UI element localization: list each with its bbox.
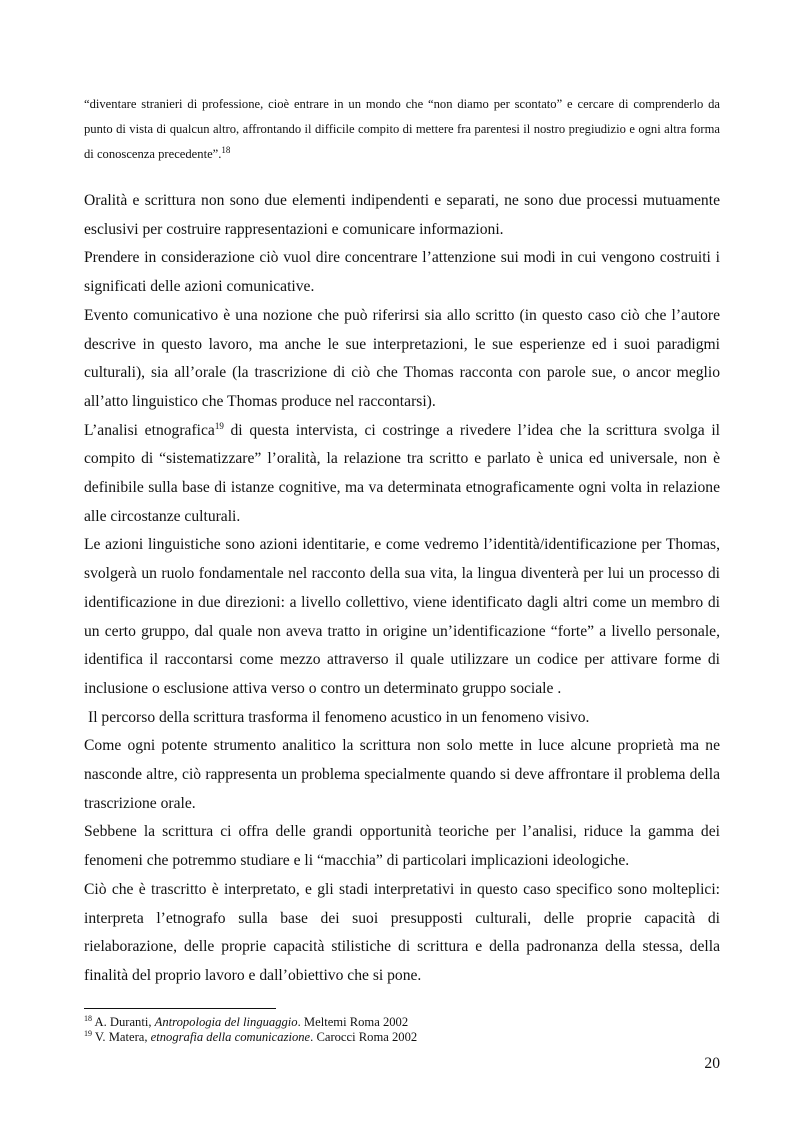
- paragraph-consideration: Prendere in considerazione ciò vuol dire concentrare l’attenzione sui modi in cui vengono costruiti i significati delle azioni comunicative.: [84, 249, 720, 296]
- footnote-19: [84, 1030, 704, 1045]
- footnote-18: [84, 1015, 704, 1030]
- page-number: 20: [704, 1055, 720, 1072]
- footnote-number: 19: [84, 1028, 92, 1038]
- paragraph-ethnographic-analysis: [84, 417, 720, 532]
- paragraph-interpretation: Ciò che è trascritto è interpretato, e gli stadi interpretativi in questo caso specifico sono molteplici: interpreta l’etnografo sulla base dei suoi presupposti culturali, delle proprie capacità di rielaborazione, delle proprie capacità stilistiche di scrittura e della padronanza della stessa, della finalità del proprio lavoro e dall’obiettivo che si pone.: [84, 880, 720, 984]
- paragraph-text-before: L’analisi etnografica: [84, 421, 215, 439]
- quote-text: “diventare stranieri di professione, cioè entrare in un mondo che “non diamo per scontato” e cercare di comprenderlo da punto di vista di qualcun altro, affrontando il difficile compito di mettere fra parentesi il nostro pregiudizio e ogni altra forma di conoscenza precedente”.: [84, 97, 720, 161]
- footnote-ref-19: 19: [214, 420, 224, 431]
- footnote-publisher: . Meltemi Roma 2002: [297, 1015, 409, 1029]
- paragraph-orality: Oralità e scrittura non sono due elementi indipendenti e separati, ne sono due processi mutuamente esclusivi per costruire rappresentazioni e comunicare informazioni.: [84, 192, 720, 238]
- footnote-ref-18: 18: [221, 144, 231, 155]
- block-quote: [84, 92, 720, 167]
- footnotes: [84, 1015, 704, 1045]
- footnote-author: A. Duranti,: [94, 1015, 155, 1029]
- footnote-number: 18: [84, 1013, 92, 1023]
- body-text: [84, 187, 720, 991]
- footnote-title: Antropologia del linguaggio: [154, 1015, 298, 1029]
- footnote-author: V. Matera,: [94, 1030, 151, 1044]
- paragraph-analytic-tool: Come ogni potente strumento analitico la scrittura non solo mette in luce alcune proprietà ma ne nasconde altre, ciò rappresenta un problema specialmente quando si deve affrontare il problema della trascrizione orale.: [84, 737, 720, 812]
- paragraph-linguistic-actions: Le azioni linguistiche sono azioni identitarie, e come vedremo l’identità/identificazione per Thomas, svolgerà un ruolo fondamentale nel racconto della sua vita, la lingua diventerà per lui un processo di identificazione in due direzioni: a livello collettivo, viene identificato dagli altri come un membro di un certo gruppo, dal quale non aveva tratto in origine un’identificazione “forte” a livello personale, identifica il raccontarsi come mezzo attraverso il quale utilizzare un codice per attivare forme di inclusione o esclusione attiva verso o contro un determinato gruppo sociale .: [84, 536, 720, 697]
- paragraph-text-after: di questa intervista, ci costringe a rivedere l’idea che la scrittura svolga il compito di “sistematizzare” l’oralità, la relazione tra scritto e parlato è unica ed universale, non è definibile sulla base di istanze cognitive, ma va determinata etnograficamente ogni volta in relazione alle circostanze culturali.: [84, 421, 720, 525]
- paragraph-opportunities: Sebbene la scrittura ci offra delle grandi opportunità teoriche per l’analisi, riduce la gamma dei fenomeni che potremmo studiare e li “macchia” di particolari implicazioni ideologiche.: [84, 823, 720, 870]
- footnote-title: etnografia della comunicazione: [150, 1030, 311, 1044]
- footnote-divider: [84, 1008, 276, 1009]
- paragraph-communicative-event: Evento comunicativo è una nozione che può riferirsi sia allo scritto (in questo caso ciò che l’autore descrive in questo lavoro, ma anche le sue interpretazioni, le sue esperienze ed i suoi paradigmi culturali), sia all’orale (la trascrizione di ciò che Thomas racconta con parole sue, o ancor meglio all’atto linguistico che Thomas produce nel raccontarsi).: [84, 306, 720, 410]
- paragraph-writing-path: Il percorso della scrittura trasforma il fenomeno acustico in un fenomeno visivo.: [88, 708, 590, 726]
- footnote-publisher: . Carocci Roma 2002: [310, 1030, 418, 1044]
